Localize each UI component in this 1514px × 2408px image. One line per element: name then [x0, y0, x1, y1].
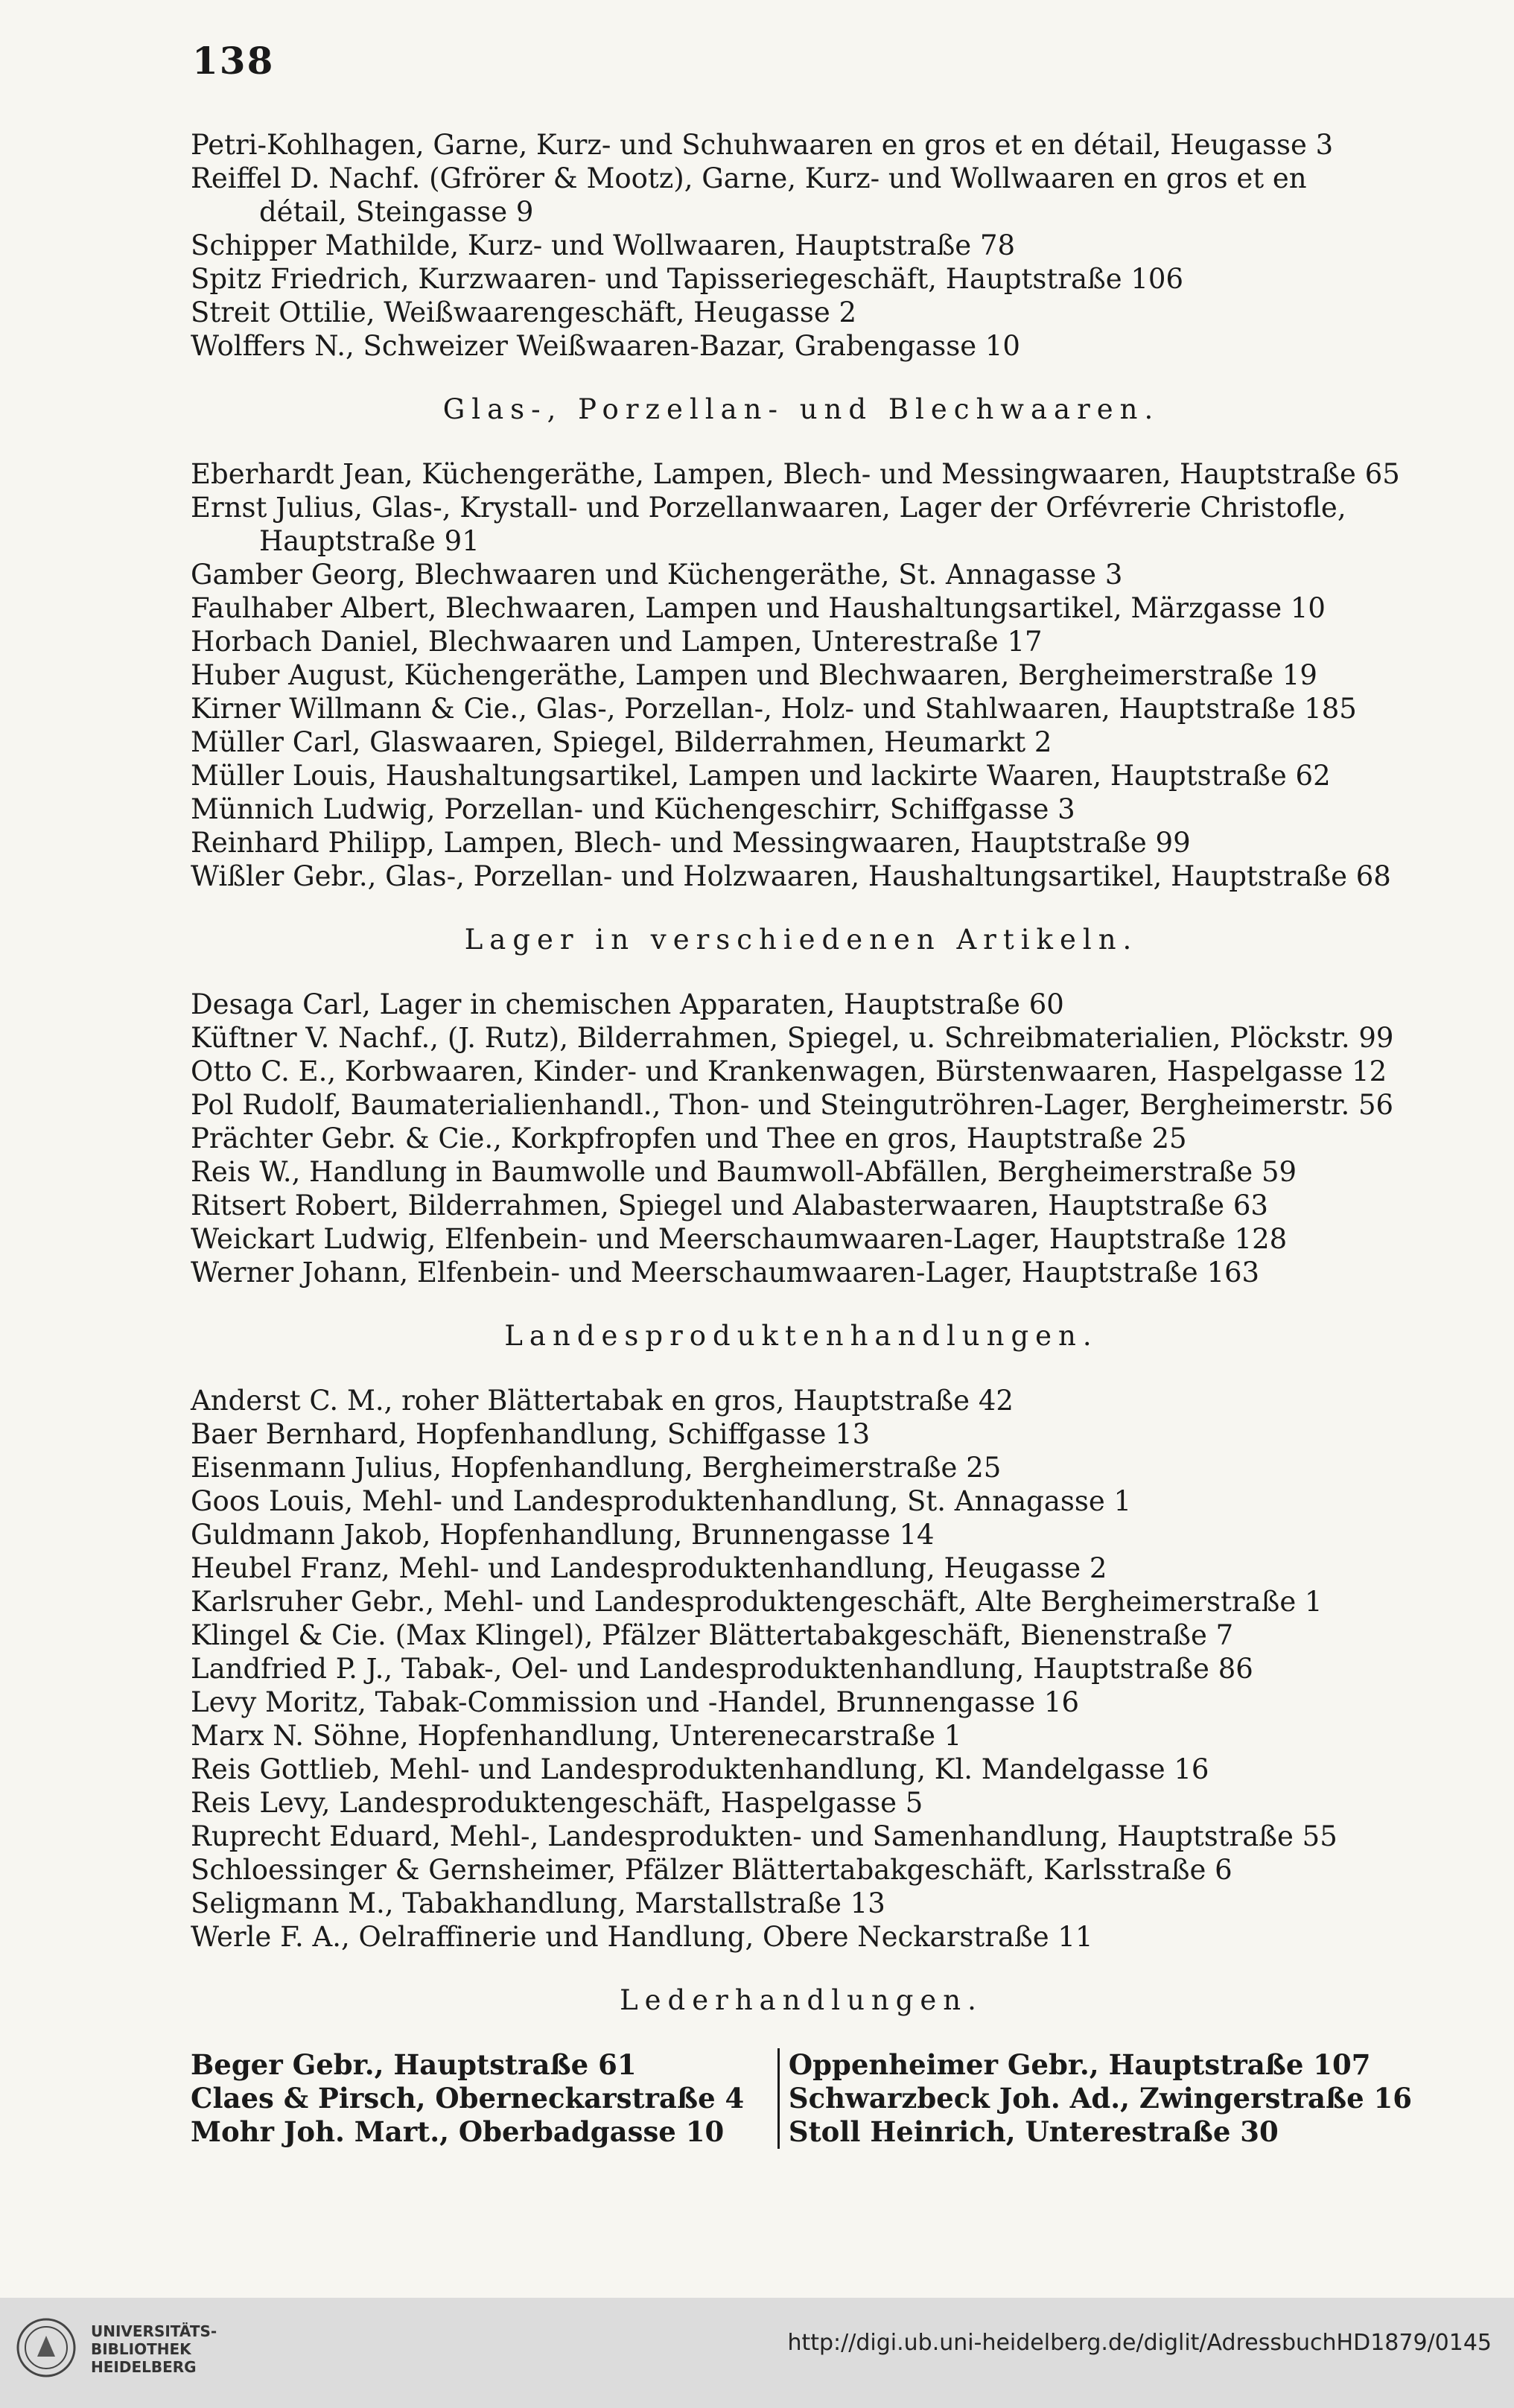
- directory-entry: Hauptstraße 91: [259, 525, 480, 557]
- directory-entry: Mohr Joh. Mart., Oberbadgasse 10: [191, 2115, 725, 2148]
- directory-entry: Eisenmann Julius, Hopfenhandlung, Bergheimerstraße 25: [191, 1452, 1002, 1484]
- page-number: 138: [192, 39, 275, 83]
- directory-entry: Desaga Carl, Lager in chemischen Apparaten, Hauptstraße 60: [191, 988, 1064, 1020]
- directory-entry: Pol Rudolf, Baumaterialienhandl., Thon- und Steingutröhren-Lager, Bergheimerstr. 56: [191, 1089, 1394, 1121]
- directory-entry: Küftner V. Nachf., (J. Rutz), Bilderrahmen, Spiegel, u. Schreibmaterialien, Plöckstr. 99: [191, 1022, 1394, 1054]
- directory-entry: Reiffel D. Nachf. (Gfrörer & Mootz), Garne, Kurz- und Wollwaaren en gros et en: [191, 162, 1307, 194]
- directory-entry: Horbach Daniel, Blechwaaren und Lampen, Unterestraße 17: [191, 626, 1043, 658]
- directory-entry: Streit Ottilie, Weißwaarengeschäft, Heugasse 2: [191, 296, 857, 328]
- university-seal-icon: [15, 2316, 77, 2379]
- library-name-line: BIBLIOTHEK: [91, 2340, 191, 2358]
- directory-entry: Baer Bernhard, Hopfenhandlung, Schiffgasse 13: [191, 1418, 871, 1450]
- directory-entry: Klingel & Cie. (Max Klingel), Pfälzer Blättertabakgeschäft, Bienenstraße 7: [191, 1619, 1234, 1651]
- directory-entry: Reinhard Philipp, Lampen, Blech- und Messingwaaren, Hauptstraße 99: [191, 827, 1191, 859]
- directory-entry: Heubel Franz, Mehl- und Landesproduktenhandlung, Heugasse 2: [191, 1552, 1107, 1584]
- leather-two-column-list: [191, 2048, 1412, 2149]
- directory-entry: Wißler Gebr., Glas-, Porzellan- und Holzwaaren, Haushaltungsartikel, Hauptstraße 68: [191, 860, 1391, 892]
- directory-entry: Ruprecht Eduard, Mehl-, Landesprodukten- und Samenhandlung, Hauptstraße 55: [191, 1820, 1338, 1852]
- directory-entry: Beger Gebr., Hauptstraße 61: [191, 2048, 637, 2081]
- section-title: Lager in verschiedenen Artikeln.: [464, 924, 1139, 956]
- directory-entry: Werner Johann, Elfenbein- und Meerschaumwaaren-Lager, Hauptstraße 163: [191, 1257, 1260, 1289]
- source-url-link[interactable]: http://digi.ub.uni-heidelberg.de/diglit/AdressbuchHD1879/0145: [787, 2330, 1492, 2356]
- directory-entry: Spitz Friedrich, Kurzwaaren- und Tapisseriegeschäft, Hauptstraße 106: [191, 263, 1184, 295]
- library-name-line: UNIVERSITÄTS-: [91, 2322, 217, 2340]
- directory-entry: Claes & Pirsch, Oberneckarstraße 4: [191, 2082, 745, 2115]
- intro-entries: [191, 128, 1412, 363]
- directory-entry: détail, Steingasse 9: [259, 196, 534, 228]
- leather-left-column: [191, 2048, 777, 2149]
- directory-entry: Prächter Gebr. & Cie., Korkpfropfen und Thee en gros, Hauptstraße 25: [191, 1122, 1187, 1154]
- directory-entry: Reis W., Handlung in Baumwolle und Baumwoll-Abfällen, Bergheimerstraße 59: [191, 1156, 1297, 1188]
- section-title: Landesproduktenhandlungen.: [504, 1320, 1098, 1352]
- directory-entry: Müller Louis, Haushaltungsartikel, Lampen und lackirte Waaren, Hauptstraße 62: [191, 760, 1331, 792]
- directory-entry: Ernst Julius, Glas-, Krystall- und Porzellanwaaren, Lager der Orfévrerie Christofle,: [191, 492, 1346, 524]
- directory-entry: Kirner Willmann & Cie., Glas-, Porzellan-, Holz- und Stahlwaaren, Hauptstraße 185: [191, 693, 1357, 725]
- directory-entry: Schipper Mathilde, Kurz- und Wollwaaren, Hauptstraße 78: [191, 229, 1016, 261]
- directory-entry: Goos Louis, Mehl- und Landesproduktenhandlung, St. Annagasse 1: [191, 1485, 1132, 1517]
- library-name: [91, 2322, 217, 2376]
- directory-entry: Ritsert Robert, Bilderrahmen, Spiegel und Alabasterwaaren, Hauptstraße 63: [191, 1189, 1268, 1222]
- directory-entry: Karlsruher Gebr., Mehl- und Landesproduktengeschäft, Alte Bergheimerstraße 1: [191, 1586, 1323, 1618]
- directory-entry: Oppenheimer Gebr., Hauptstraße 107: [788, 2048, 1371, 2081]
- directory-entry: Weickart Ludwig, Elfenbein- und Meerschaumwaaren-Lager, Hauptstraße 128: [191, 1223, 1288, 1255]
- section-title-leather: Lederhandlungen.: [620, 1984, 983, 2016]
- directory-entry: Marx N. Söhne, Hopfenhandlung, Unterenecarstraße 1: [191, 1720, 962, 1752]
- leather-right-column: [777, 2048, 1412, 2149]
- directory-entry: Schloessinger & Gernsheimer, Pfälzer Blättertabakgeschäft, Karlsstraße 6: [191, 1854, 1232, 1886]
- directory-entry: Anderst C. M., roher Blättertabak en gros, Hauptstraße 42: [191, 1385, 1014, 1417]
- directory-entry: Werle F. A., Oelraffinerie und Handlung, Obere Neckarstraße 11: [191, 1921, 1093, 1953]
- directory-entry: Petri-Kohlhagen, Garne, Kurz- und Schuhwaaren en gros et en détail, Heugasse 3: [191, 129, 1334, 161]
- directory-entry: Huber August, Küchengeräthe, Lampen und Blechwaaren, Bergheimerstraße 19: [191, 659, 1317, 691]
- page-content: [191, 128, 1412, 2149]
- directory-entry: Guldmann Jakob, Hopfenhandlung, Brunnengasse 14: [191, 1519, 935, 1551]
- directory-entry: Faulhaber Albert, Blechwaaren, Lampen und Haushaltungsartikel, Märzgasse 10: [191, 592, 1326, 624]
- directory-entry: Seligmann M., Tabakhandlung, Marstallstraße 13: [191, 1887, 885, 1919]
- directory-entry: Münnich Ludwig, Porzellan- und Küchengeschirr, Schiffgasse 3: [191, 793, 1075, 825]
- section-title: Glas-, Porzellan- und Blechwaaren.: [442, 393, 1160, 425]
- directory-entry: Landfried P. J., Tabak-, Oel- und Landesproduktenhandlung, Hauptstraße 86: [191, 1653, 1253, 1685]
- directory-entry: Reis Levy, Landesproduktengeschäft, Haspelgasse 5: [191, 1787, 923, 1819]
- directory-entry: Otto C. E., Korbwaaren, Kinder- und Krankenwagen, Bürstenwaaren, Haspelgasse 12: [191, 1055, 1387, 1087]
- sections: [191, 393, 1412, 1954]
- directory-entry: Gamber Georg, Blechwaaren und Küchengeräthe, St. Annagasse 3: [191, 559, 1123, 591]
- library-name-line: HEIDELBERG: [91, 2358, 197, 2376]
- directory-entry: Reis Gottlieb, Mehl- und Landesproduktenhandlung, Kl. Mandelgasse 16: [191, 1753, 1209, 1785]
- directory-entry: Schwarzbeck Joh. Ad., Zwingerstraße 16: [788, 2082, 1412, 2115]
- directory-entry: Wolffers N., Schweizer Weißwaaren-Bazar, Grabengasse 10: [191, 330, 1020, 362]
- directory-entry: Levy Moritz, Tabak-Commission und -Handel, Brunnengasse 16: [191, 1686, 1079, 1718]
- directory-entry: Stoll Heinrich, Unterestraße 30: [788, 2115, 1279, 2148]
- directory-entry: Müller Carl, Glaswaaren, Spiegel, Bilderrahmen, Heumarkt 2: [191, 726, 1052, 758]
- directory-entry: Eberhardt Jean, Küchengeräthe, Lampen, Blech- und Messingwaaren, Hauptstraße 65: [191, 458, 1400, 490]
